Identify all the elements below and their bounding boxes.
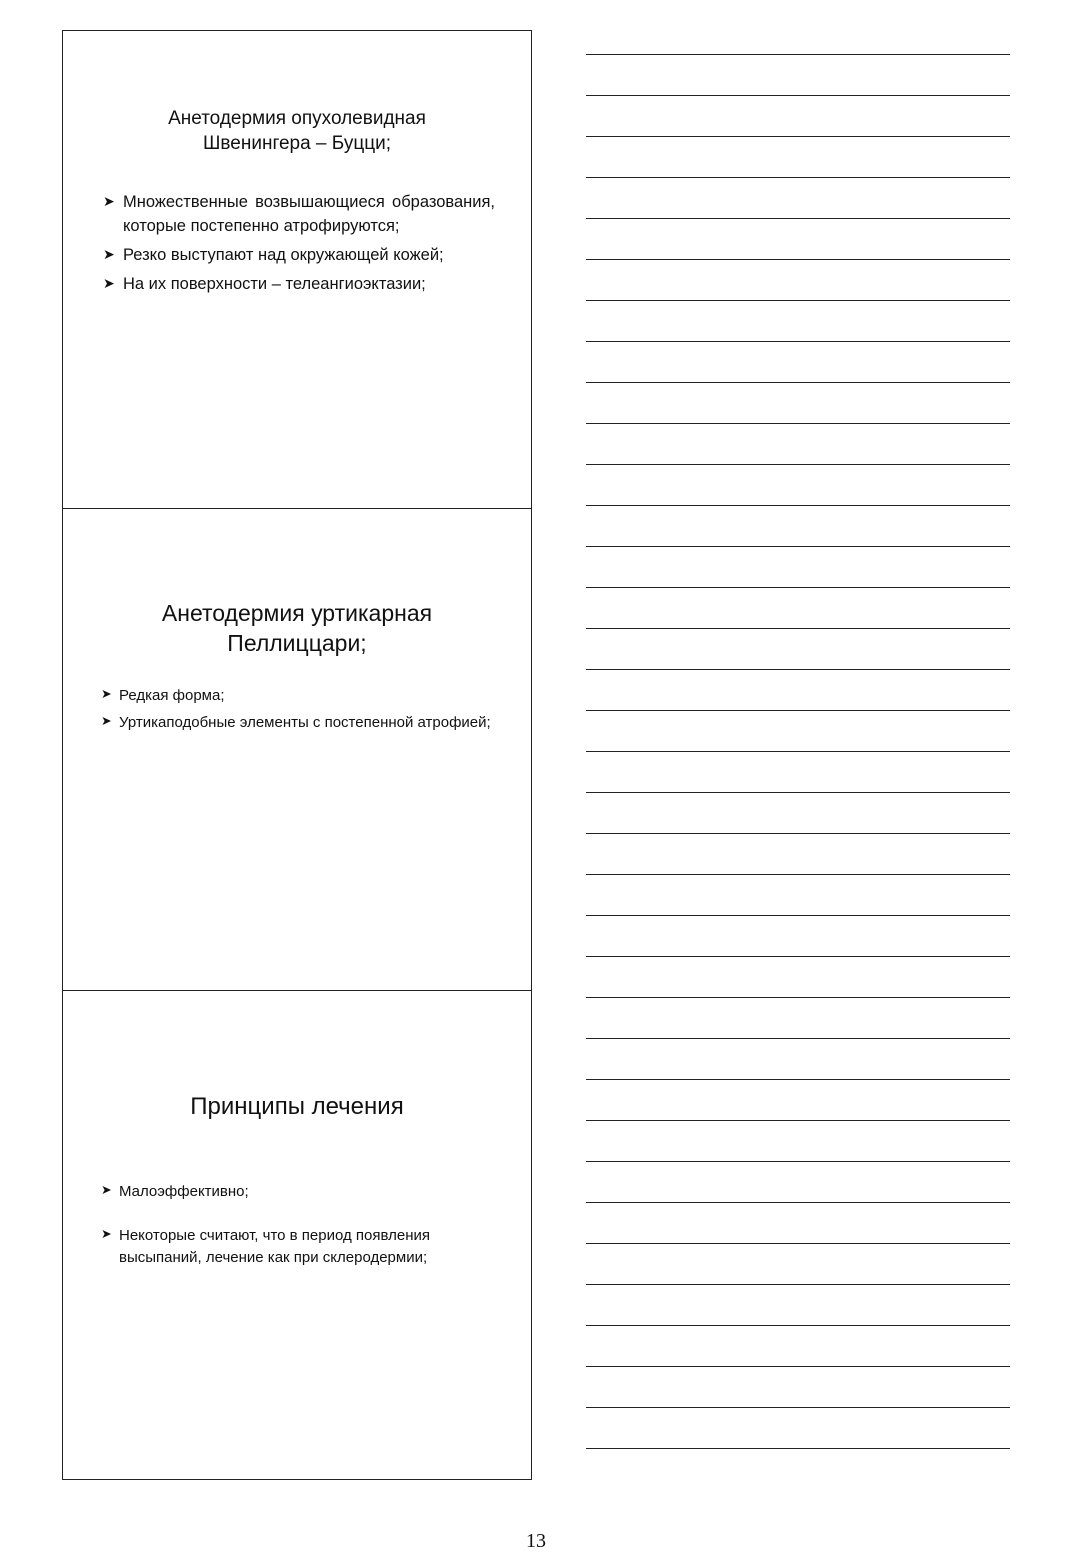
note-line (586, 751, 1010, 752)
note-line (586, 54, 1010, 55)
slides-column (62, 30, 532, 1480)
note-line (586, 341, 1010, 342)
arrowhead-bullet-icon: ➤ (101, 1182, 112, 1197)
title-line-2: Швенингера – Буцци; (202, 132, 391, 154)
note-line (586, 669, 1010, 670)
bullet-item (101, 1225, 501, 1269)
note-line (586, 833, 1010, 834)
note-line (586, 1284, 1010, 1285)
note-line (586, 792, 1010, 793)
bullet-list (103, 191, 495, 302)
note-line (586, 956, 1010, 957)
note-line (586, 464, 1010, 465)
note-line (586, 1038, 1010, 1039)
note-line (586, 874, 1010, 875)
arrowhead-bullet-icon: ➤ (103, 245, 115, 262)
bullet-item (103, 244, 495, 268)
note-line (586, 259, 1010, 260)
page-number: 13 (526, 1530, 546, 1552)
slide-title (83, 599, 511, 659)
bullet-item (103, 273, 495, 297)
note-line (586, 1325, 1010, 1326)
slide-title (83, 1091, 511, 1122)
bullet-list (101, 685, 501, 739)
note-line (586, 218, 1010, 219)
note-line (586, 628, 1010, 629)
note-line (586, 1161, 1010, 1162)
note-line (586, 1202, 1010, 1203)
arrowhead-bullet-icon: ➤ (101, 1225, 112, 1241)
note-line (586, 300, 1010, 301)
arrowhead-bullet-icon: ➤ (103, 274, 115, 291)
note-line (586, 915, 1010, 916)
bullet-text: Резко выступают над окружающей кожей; (123, 245, 444, 264)
slide-3 (63, 991, 531, 1481)
note-line (586, 382, 1010, 383)
note-line (586, 423, 1010, 424)
note-line (586, 1448, 1010, 1449)
slide-1 (63, 31, 531, 509)
bullet-text: На их поверхности – телеангиоэктазии; (123, 274, 426, 293)
note-line (586, 1243, 1010, 1244)
bullet-list (101, 1181, 501, 1290)
arrowhead-bullet-icon: ➤ (103, 193, 115, 209)
note-line (586, 546, 1010, 547)
title-line-2: Пеллиццари; (227, 629, 367, 656)
note-line (586, 505, 1010, 506)
title-line-1: Анетодермия уртикарная (161, 600, 433, 626)
note-line (586, 136, 1010, 137)
bullet-item (101, 1181, 501, 1203)
bullet-text: Малоэффективно; (119, 1183, 249, 1200)
bullet-text: Множественные возвышающиеся образования, которые постепенно атрофируются; (123, 193, 495, 235)
note-line (586, 997, 1010, 998)
note-line (586, 587, 1010, 588)
note-line (586, 1079, 1010, 1080)
note-line (586, 1407, 1010, 1408)
title-line-1: Принципы лечения (190, 1093, 404, 1120)
note-line (586, 177, 1010, 178)
bullet-item (101, 712, 501, 734)
slide-title (83, 107, 511, 156)
note-line (586, 710, 1010, 711)
title-line-1: Анетодермия опухолевидная (168, 108, 426, 129)
bullet-text: Некоторые считают, что в период появления высыпаний, лечение как при склеродермии; (119, 1226, 431, 1266)
bullet-item (101, 685, 501, 707)
note-line (586, 1120, 1010, 1121)
bullet-item (103, 191, 495, 239)
arrowhead-bullet-icon: ➤ (101, 686, 112, 701)
arrowhead-bullet-icon: ➤ (101, 712, 112, 728)
bullet-text: Редкая форма; (119, 687, 225, 704)
slide-2 (63, 509, 531, 991)
bullet-text: Уртикаподобные элементы с постепенной атрофией; (119, 713, 491, 731)
note-line (586, 1366, 1010, 1367)
note-line (586, 95, 1010, 96)
